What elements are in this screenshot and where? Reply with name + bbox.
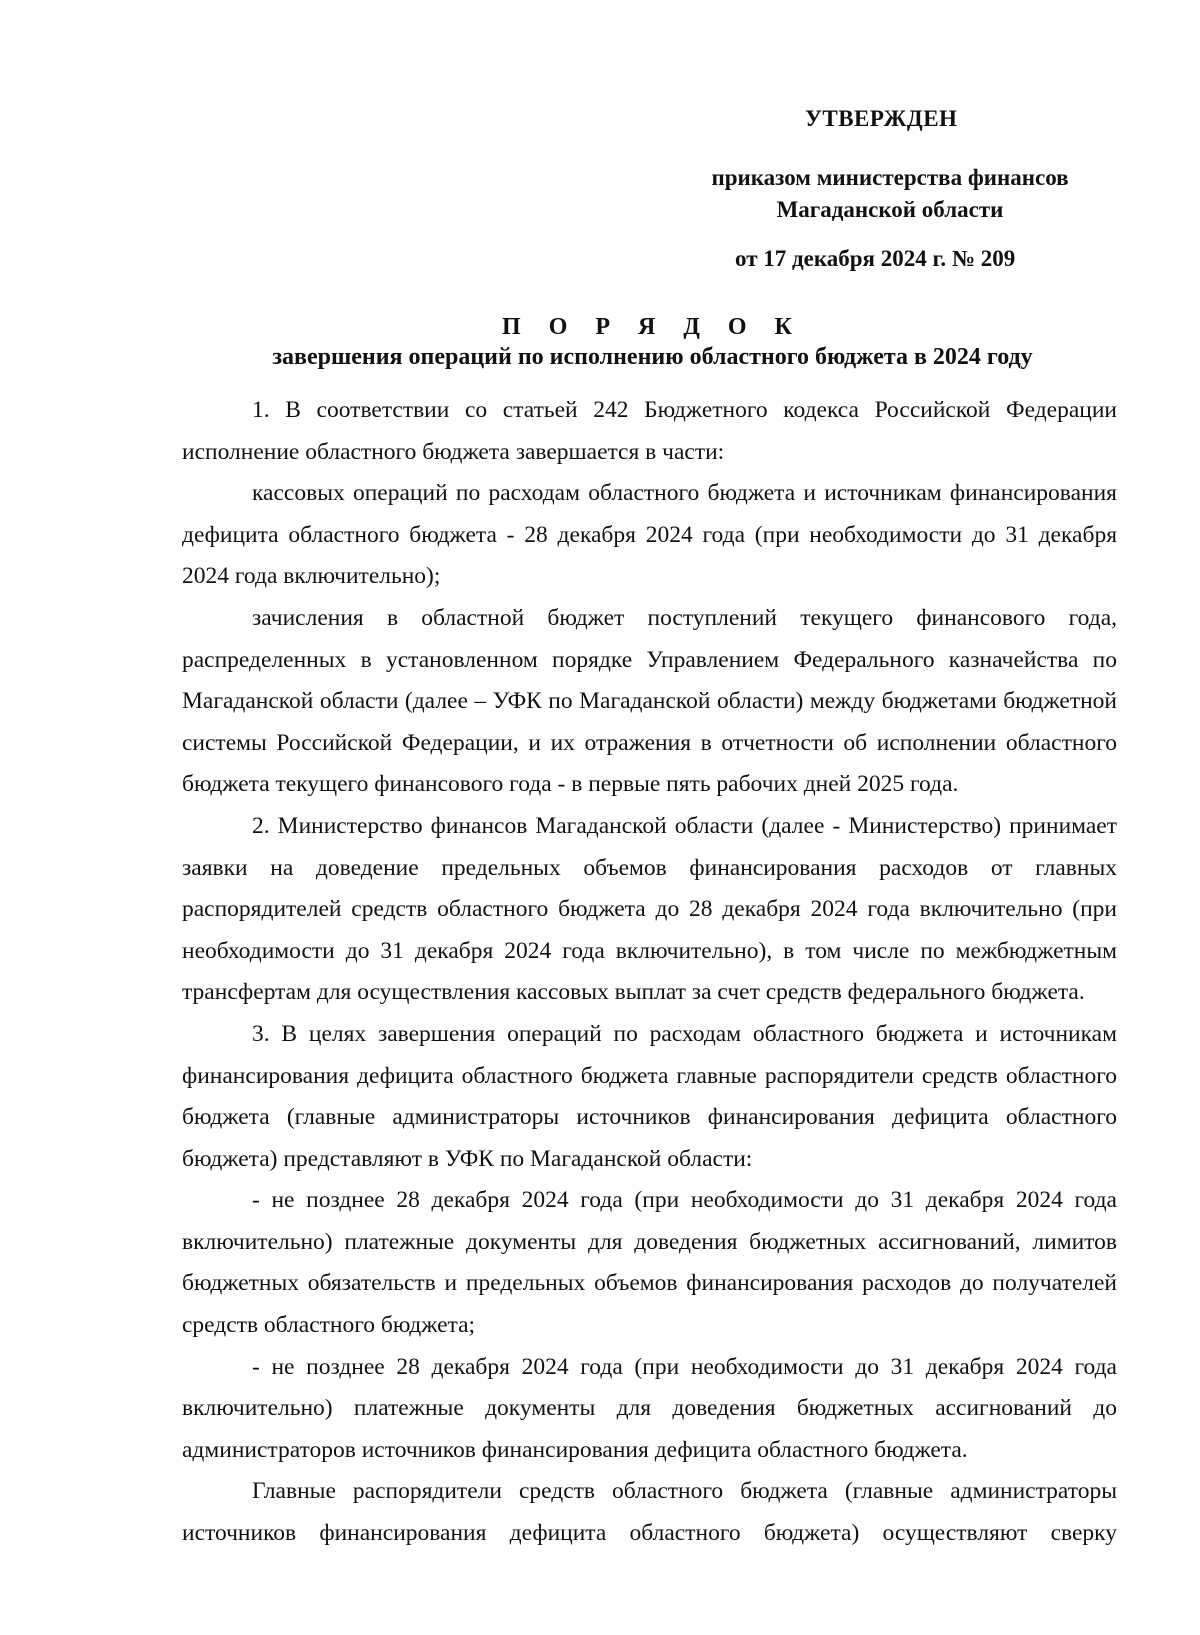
paragraph-4: 2. Министерство финансов Магаданской области (далее - Министерство) принимает заявки на доведение предельных объемов финансирования расходов от главных распорядителей средств областного бюджета до 28 декабря 2024 года включительно (при необходимости до 31 декабря 2024 года включительно), в том числе по межбюджетным трансфертам для осуществления кассовых выплат за счет средств федерального бюджета. xyxy=(182,812,1117,1006)
document-title-block xyxy=(180,312,1125,372)
document-body xyxy=(182,390,1117,1555)
approval-title: УТВЕРЖДЕН xyxy=(805,106,958,131)
paragraph-2: кассовых операций по расходам областного бюджета и источникам финансирования дефицита областного бюджета - 28 декабря 2024 года (при необходимости до 31 декабря 2024 года включительно); xyxy=(182,480,1117,590)
paragraph-3: зачисления в областной бюджет поступлений текущего финансового года, распределенных в установленном порядке Управлением Федерального казначейства по Магаданской области (далее – УФК по Магаданской области) между бюджетами бюджетной системы Российской Федерации, и их отражения в отчетности об исполнении областного бюджета текущего финансового года - в первые пять рабочих дней 2025 года. xyxy=(182,604,1117,798)
approval-date: от 17 декабря 2024 г. № 209 xyxy=(735,246,1016,271)
document-title: П О Р Я Д О К xyxy=(502,314,803,340)
approval-issuer-line-1: приказом министерства финансов xyxy=(711,165,1069,190)
paragraph-5: 3. В целях завершения операций по расходам областного бюджета и источникам финансирования дефицита областного бюджета главные распорядители средств областного бюджета (главные администраторы источников финансирования дефицита областного бюджета) представляют в УФК по Магаданской области: xyxy=(182,1020,1117,1172)
approval-issuer-line-2: Магаданской области xyxy=(776,197,1004,222)
paragraph-1: 1. В соответствии со статьей 242 Бюджетного кодекса Российской Федерации исполнение областного бюджета завершается в части: xyxy=(182,397,1117,465)
paragraph-6: - не позднее 28 декабря 2024 года (при необходимости до 31 декабря 2024 года включительно) платежные документы для доведения бюджетных ассигнований, лимитов бюджетных обязательств и предельных объемов финансирования расходов до получателей средств областного бюджета; xyxy=(182,1187,1117,1339)
document-subtitle: завершения операций по исполнению областного бюджета в 2024 году xyxy=(272,344,1033,370)
paragraph-7: - не позднее 28 декабря 2024 года (при необходимости до 31 декабря 2024 года включительно) платежные документы для доведения бюджетных ассигнований до администраторов источников финансирования дефицита областного бюджета. xyxy=(182,1353,1117,1463)
approval-issuer xyxy=(700,162,1080,226)
paragraph-8: Главные распорядители средств областного бюджета (главные администраторы источников финансирования дефицита областного бюджета) осуществляют сверку xyxy=(182,1478,1117,1547)
